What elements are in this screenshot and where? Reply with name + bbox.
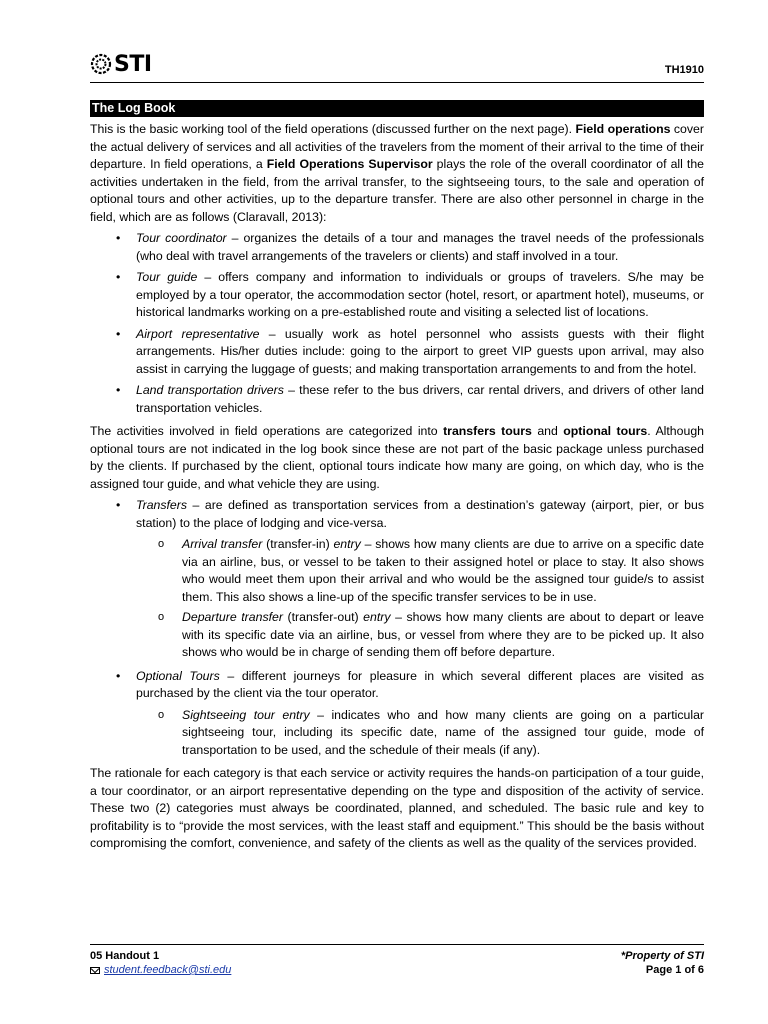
property-label: *Property of STI (620, 950, 704, 962)
activities-paragraph: The activities involved in field operations are categorized into transfers tours and optional tours. Although optional tours are not indicated in the log book since these are not part of the basic package unless purchased by the clients. If purchased by the client, optional tours indicate how many are going, on which day, who is the assigned tour guide, and what vehicle they are using. (90, 424, 704, 491)
list-item-transfers: • Transfers – are defined as transportation services from a destination’s gateway (airport, pier, or bus station) to the place of lodging and vice-versa. o Arrival transfer (transfer-in) entry – shows how many clients are due to arrive on a specific date via an airline, bus, or vessel to be taken to their assigned hotel or place to stay. It also shows who would meet them upon their arrival and who would be the assigned tour guide/s to assist them. This also shows a line-up of the specific transfer services to be in use. o Departure transfer (transfer-out) entry – shows how many clients are about to depart or leave with its specific date via an airline, bus, or vessel from where they are to be picked up. It also shows who would be in charge of sending them off before departure. (90, 497, 704, 662)
document-body (90, 121, 704, 857)
document-code: TH1910 (664, 64, 704, 76)
optional-sublist (136, 707, 704, 760)
sti-logo (90, 52, 152, 76)
header-divider (90, 82, 704, 83)
feedback-email-link[interactable]: student.feedback@sti.edu (104, 964, 232, 976)
activity-categories (90, 497, 704, 759)
sub-list-item: o Arrival transfer (transfer-in) entry – shows how many clients are due to arrive on a specific date via an airline, bus, or vessel to be taken to their assigned hotel or place to stay. It also shows who would meet them upon their arrival and who would be the assigned tour guide/s to assist them. This also shows a line-up of the specific transfer services to be in use. (158, 537, 704, 604)
feedback-email (90, 964, 231, 976)
intro-paragraph: This is the basic working tool of the field operations (discussed further on the next page). Field operations cover the actual delivery of services and all activities of the travelers from the moment of their arrival to the time of their departure. In field operations, a Field Operations Supervisor plays the role of the overall coordinator of all the activities undertaken in the field, from the arrival transfer, to the sightseeing tours, to the sale and operation of optional tours and other activities, up to the departure transfer. There are also other personnel in charge in the field, which are as follows (Claravall, 2013): (90, 122, 705, 224)
mail-icon (90, 967, 100, 974)
transfers-sublist (136, 536, 704, 662)
list-item-optional-tours: • Optional Tours – different journeys for pleasure in which several different places are visited as purchased by the client via the tour operator. o Sightseeing tour entry – indicates who and how many clients are going on a particular sightseeing tour, including its specific date, name of the assigned tour guide, mode of transportation to be used, and the schedule of their meals (if any). (90, 668, 704, 760)
list-item: • Airport representative – usually work as hotel personnel who assists guests with their flight arrangements. His/her duties include: going to the airport to greet VIP guests upon arrival, may also assist in carrying the luggage of guests; and making transportation arrangements to and from the hotel. (116, 326, 704, 376)
list-item: • Tour coordinator – organizes the details of a tour and manages the travel needs of the professionals (who deal with travel arrangements of the travelers or clients) and staff involved in a tour. (116, 231, 704, 263)
sub-list-item: o Departure transfer (transfer-out) entry – shows how many clients are about to depart or leave with its specific date via an airline, bus, or vessel from where they are to be picked up. It also shows who would be in charge of sending them off before departure. (158, 610, 704, 659)
list-item: • Land transportation drivers – these refer to the bus drivers, car rental drivers, and drivers of other land transportation vehicles. (116, 383, 704, 415)
sti-globe-icon (90, 53, 112, 75)
logo-text: STI (114, 51, 152, 77)
section-title: The Log Book (90, 100, 704, 117)
rationale-paragraph: The rationale for each category is that each service or activity requires the hands-on participation of a tour guide, a tour coordinator, or an airport representative depending on the type and disposition of the activity of service. These two (2) categories must always be coordinated, planned, and scheduled. The basic rule and key to profitability is to “provide the most services, with the least staff and equipment.” This should be the basis without compromising the comfort, convenience, and safety of the clients as well as the quality of the services provided. (90, 766, 704, 850)
list-item: • Tour guide – offers company and information to individuals or groups of travelers. S/he may be employed by a tour operator, the accommodation sector (hotel, resort, or apartment hotel), museums, or historical landmarks working on a pre-established route and visiting a selected list of locations. (116, 270, 704, 319)
personnel-list (90, 230, 704, 417)
sub-list-item: o Sightseeing tour entry – indicates who and how many clients are going on a particular sightseeing tour, including its specific date, name of the assigned tour guide, mode of transportation to be used, and the schedule of their meals (if any). (158, 707, 704, 757)
page-number: Page 1 of 6 (645, 964, 704, 976)
footer-divider (90, 944, 704, 945)
handout-label: 05 Handout 1 (90, 950, 160, 962)
